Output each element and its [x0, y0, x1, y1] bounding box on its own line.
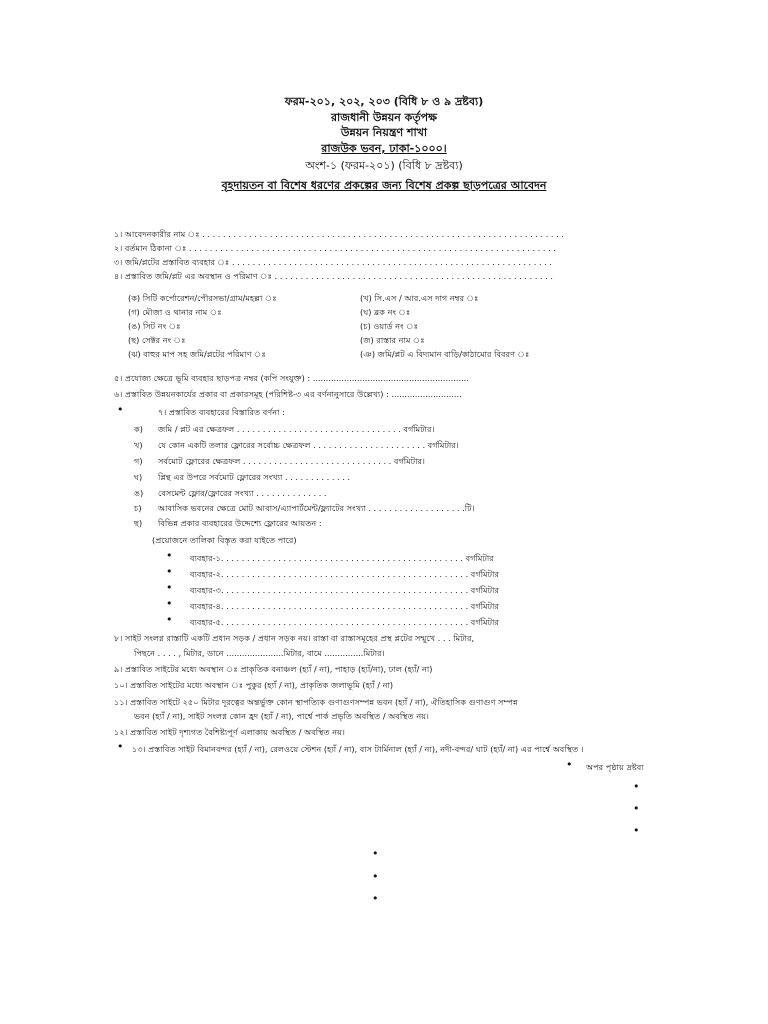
- table-note: (প্রয়োজনে তালিকা বিস্তৃত করা যাইতে পারে): [152, 535, 297, 545]
- apartment-count-field: আবাসিক ভবনের ক্ষেত্রে মোট আবাস/এ্যাপার্টমেন্ট/ফ্ল্যাটের সংখ্যা . . . . . . . . . . . . . . . . . . .টি।: [158, 503, 475, 513]
- location-item: (ঘ) ব্লক নং ঃ: [360, 307, 411, 317]
- bullet: •: [372, 892, 379, 905]
- applicant-name-field: ১। আবেদনকারীর নাম ঃ . . . . . . . . . . . . . . . . . . . . . . . . . . . . . . . . . . . . . . . . . . . . . . . . . . . . . . . . . . . . . . . . . . . . . .: [114, 229, 564, 239]
- natural-features-field: ৯। প্রস্তাবিত সাইটের মধ্যে অবস্থান ঃ প্রাকৃতিক বনাঞ্চল (হ্যাঁ / না), পাহাড় (হ্যাঁ/না), ঢাল (হ্যাঁ/ না): [114, 664, 433, 674]
- form-title: বৃহদায়তন বা বিশেষ ধরণের প্রকল্পের জন্য বিশেষ প্রকল্প ছাড়পত্রের আবেদন: [221, 179, 547, 192]
- usage-row: ব্যবহার-১. . . . . . . . . . . . . . . . . . . . . . . . . . . . . . . . . . . . . . . . . . . . . . . বর্গমিটার: [190, 553, 494, 563]
- bullet: •: [633, 780, 640, 793]
- overleaf-note: অপর পৃষ্ঠায় দ্রষ্টব্য: [586, 762, 644, 772]
- scenic-area-field: ১২। প্রস্তাবিত সাইট দৃশ্যগত বৈশিষ্ট্যপূর্ণ এলাকায় অবস্থিত / অবস্থিত নয়।: [114, 727, 345, 737]
- land-clearance-field: ৫। প্রযোজ্য ক্ষেত্রে ভূমি ব্যবহার ছাড়পত্র নম্বর (কপি সংযুক্ত) : ............................................................: [114, 373, 469, 383]
- bullet: •: [633, 824, 640, 837]
- row-label: ঘ): [134, 472, 143, 482]
- use-description-heading: ৭। প্রস্তাবিত ব্যবহারের বিস্তারিত বর্ণনা :: [158, 407, 285, 417]
- bullet: •: [117, 740, 124, 753]
- bullet: •: [166, 597, 173, 610]
- current-address-field: ২। বর্তমান ঠিকানা ঃ . . . . . . . . . . . . . . . . . . . . . . . . . . . . . . . . . . . . . . . . . . . . . . . . . . . . . . . . . . . . . . . . . . . . . . .: [114, 243, 556, 253]
- floors-above-plinth-field: প্লিন্থ এর উপরে সর্বমোট ফ্লোরের সংখ্যা . . . . . . . . . . . . .: [158, 472, 351, 482]
- plot-location-field: ৪। প্রস্তাবিত জমি/প্লট এর অবস্থান ও পরিমাণ ঃ . . . . . . . . . . . . . . . . . . . . . . . . . . . . . . . . . . . . . . . . . . . . . . . . . . . . . .: [114, 271, 554, 281]
- bullet: •: [372, 847, 379, 860]
- location-item: (ঝ) বাহুর মাপ সহ জমি/প্লটের পরিমাণ ঃ: [128, 349, 266, 359]
- development-type-field: ৬। প্রস্তাবিত উন্নয়নকার্যের প্রকার বা প্রকারসমূহ (পরিশিষ্ট-৩ এর বর্ণনানুসারে উল্লেখ্য) : ...........................: [114, 389, 462, 399]
- location-item: (চ) ওয়ার্ড নং ঃ: [360, 321, 418, 331]
- bullet: •: [166, 565, 173, 578]
- row-label: চ): [134, 503, 142, 513]
- plot-area-field: জমি / প্লট এর ক্ষেত্রফল . . . . . . . . . . . . . . . . . . . . . . . . . . . . . . . . বর্গমিটার।: [158, 424, 435, 434]
- transport-proximity-field: ১৩। প্রস্তাবিত সাইট বিমানবন্দর (হ্যাঁ / না), রেলওয়ে স্টেশন (হ্যাঁ / না), বাস টার্মিনাল (হ্যাঁ / না), নদী-বন্দর/ ঘাট (হ্যাঁ/ না) এর পার্শ্বে অবস্থিত ।: [132, 744, 584, 754]
- usage-row: ব্যবহার-৫. . . . . . . . . . . . . . . . . . . . . . . . . . . . . . . . . . . . . . . . . . . . . . . . বর্গমিটার: [190, 617, 499, 627]
- form-number-heading: ফরম-২০১, ২০২, ২০৩ (বিধি ৮ ও ৯ দ্রষ্টব্য): [284, 95, 484, 108]
- usage-row: ব্যবহার-৪. . . . . . . . . . . . . . . . . . . . . . . . . . . . . . . . . . . . . . . . . . . . . . . . বর্গমিটার: [190, 601, 499, 611]
- max-floor-area-field: যে কোন একটি তলার ফ্লোরের সর্বোচ্চ ক্ষেত্রফল . . . . . . . . . . . . . . . . . . . . . . বর্গমিটার।: [158, 440, 459, 450]
- location-item: (জ) রাস্তার নাম ঃ: [360, 335, 425, 345]
- location-item: (গ) মৌজা ও থানার নাম ঃ: [128, 307, 222, 317]
- bullet: •: [633, 802, 640, 815]
- row-label: গ): [134, 456, 143, 466]
- bullet: •: [166, 581, 173, 594]
- road-width-field: ৮। সাইট সংলগ্ন রাস্তাটি একটি প্রধান সড়ক / প্রধান সড়ক নয়। রাস্তা বা রাস্তাসমূহের প্রস্থ প্লটের সম্মুখে . . . মিটার,: [114, 633, 475, 643]
- location-item: (খ) সি.এস / আর.এস দাগ নম্বর ঃ: [360, 293, 479, 303]
- road-width-field-cont: পিছনে . . . . , মিটার, ডানে ......................মিটার, বামে ...............মিটার।: [134, 648, 385, 658]
- part-heading: অংশ-১ (ফরম-২০১) (বিধি ৮ দ্রষ্টব্য): [305, 159, 463, 172]
- heritage-field: ১১। প্রস্তাবিত সাইটে ২৫০ মিটার দূরত্বের অন্তর্ভুক্ত কোন স্থাপত্যিক গুণাগুণসম্পন্ন ভবন (হ্যাঁ / না), ঐতিহাসিক গুণাগুণ সম্পন্ন: [114, 697, 518, 707]
- section-name: উন্নয়ন নিয়ন্ত্রণ শাখা: [340, 126, 428, 139]
- authority-name: রাজধানী উন্নয়ন কর্তৃপক্ষ: [330, 111, 438, 124]
- bullet: •: [566, 758, 573, 771]
- usage-row: ব্যবহার-৩. . . . . . . . . . . . . . . . . . . . . . . . . . . . . . . . . . . . . . . . . . . . . . . . বর্গমিটার: [190, 585, 499, 595]
- row-label: ছ): [134, 518, 143, 528]
- bullet: •: [117, 403, 124, 416]
- bullet: •: [166, 549, 173, 562]
- proposed-use-field: ৩। জমি/প্লটের প্রস্তাবিত ব্যবহার ঃ . . . . . . . . . . . . . . . . . . . . . . . . . . . . . . . . . . . . . . . . . . . . . . . . . . . . . . . . . . . . . .: [114, 257, 552, 267]
- bullet: •: [372, 870, 379, 883]
- location-item: (ছ) সেক্টর নং ঃ: [128, 335, 186, 345]
- heritage-field-cont: ভবন (হ্যাঁ / না), সাইট সংলগ্ন কোন হ্রদ (হ্যাঁ / না), পার্শ্বে পার্ক প্রভৃতি অবস্থিত / অবস্থিত নয়।: [134, 711, 429, 721]
- floor-area-by-use-heading: বিভিন্ন প্রকার ব্যবহারের উদ্দেশ্যে ফ্লোরের আয়তন :: [158, 518, 322, 528]
- total-floor-area-field: সর্বমোট ফ্লোরের ক্ষেত্রফল . . . . . . . . . . . . . . . . . . . . . . . . . . . . . বর্গমিটার।: [158, 456, 425, 466]
- location-item: (ঞ) জমি/প্লট এ বিদ্যমান বাড়ি/কাঠামোর বিবরণ ঃ: [360, 349, 530, 359]
- basement-floors-field: বেসমেন্ট ফ্লোর/ফ্লোরের সংখ্যা . . . . . . . . . . . . . .: [158, 488, 327, 498]
- row-label: ঙ): [134, 488, 144, 498]
- water-bodies-field: ১০। প্রস্তাবিত সাইটের মধ্যে অবস্থান ঃ পুকুর (হ্যাঁ / না), প্রাকৃতিক জলাভূমি (হ্যাঁ / না): [114, 680, 394, 690]
- row-label: খ): [134, 440, 143, 450]
- bullet: •: [166, 613, 173, 626]
- location-item: (ঙ) সিট নং ঃ: [128, 321, 181, 331]
- usage-row: ব্যবহার-২. . . . . . . . . . . . . . . . . . . . . . . . . . . . . . . . . . . . . . . . . . . . . . . . বর্গমিটার: [190, 569, 499, 579]
- office-address: রাজউক ভবন, ঢাকা-১০০০।: [321, 142, 447, 155]
- location-item: (ক) সিটি কর্পোরেশন/পৌরসভা/গ্রাম/মহল্লা ঃ: [128, 293, 277, 303]
- row-label: ক): [134, 424, 143, 434]
